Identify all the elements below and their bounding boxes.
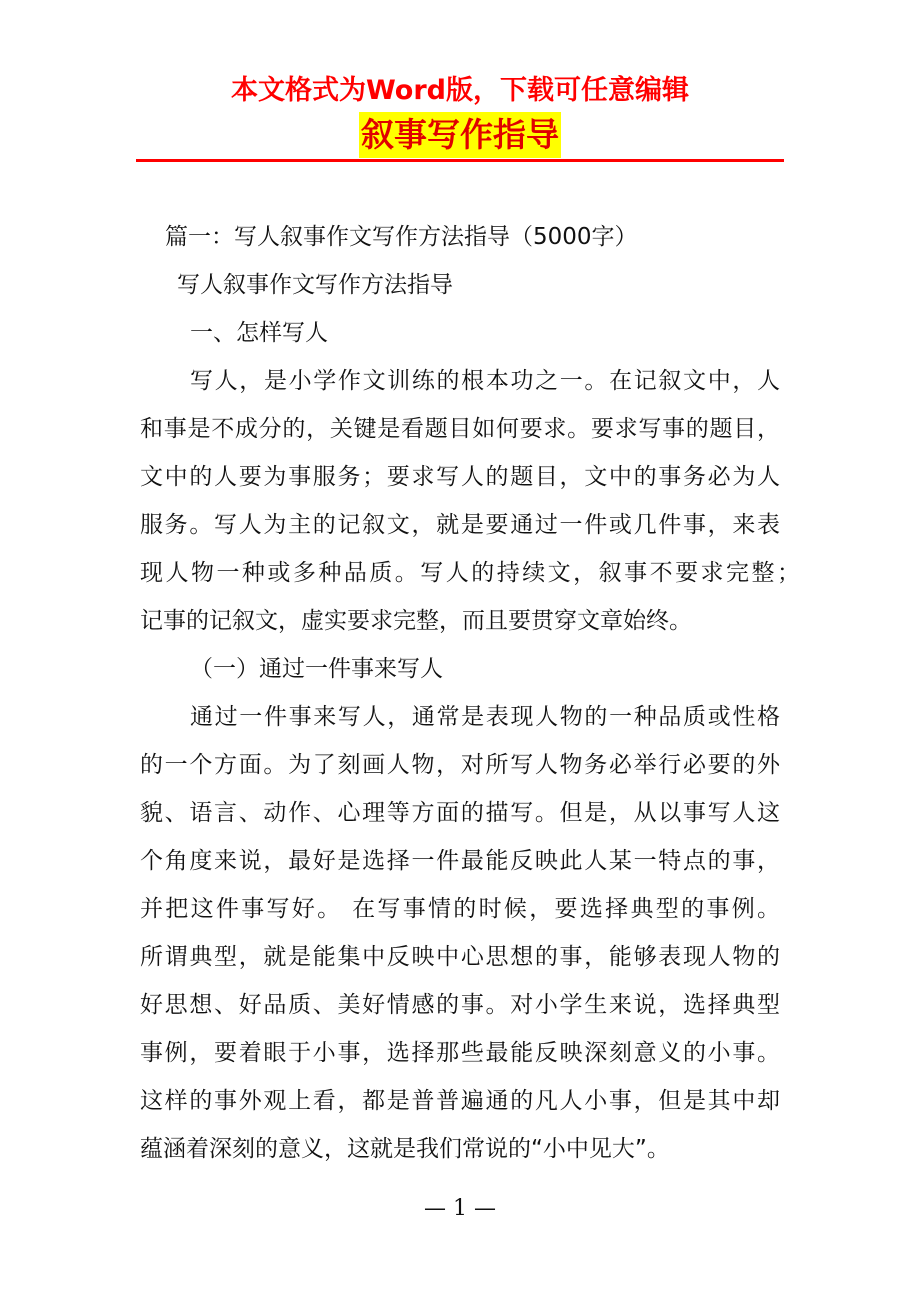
subsection-heading: （一）通过一件事来写人 bbox=[190, 656, 443, 682]
paragraph-line: 现人物一种或多种品质。写人的持续文，叙事不要求完整； bbox=[140, 560, 800, 586]
part-heading: 一、怎样写人 bbox=[190, 320, 328, 346]
paragraph-line: 服务。写人为主的记叙文，就是要通过一件或几件事，来表 bbox=[140, 512, 780, 538]
paragraph-line: 通过一件事来写人，通常是表现人物的一种品质或性格 bbox=[190, 704, 780, 730]
paragraph-line: 貌、语言、动作、心理等方面的描写。但是，从以事写人这 bbox=[140, 800, 780, 826]
paragraph-line: 并把这件事写好。 在写事情的时候，要选择典型的事例。 bbox=[140, 896, 780, 922]
word-format-banner: 本文格式为Word版，下载可任意编辑 bbox=[230, 75, 689, 106]
document-title: 叙事写作指导 bbox=[359, 112, 561, 158]
paragraph-line: 的一个方面。为了刻画人物，对所写人物务必举行必要的外 bbox=[140, 752, 780, 778]
document-title-wrap bbox=[0, 112, 920, 158]
paragraph-line: 好思想、好品质、美好情感的事。对小学生来说，选择典型 bbox=[140, 992, 780, 1018]
paragraph-line: 事例，要着眼于小事，选择那些最能反映深刻意义的小事。 bbox=[140, 1040, 780, 1066]
title-divider bbox=[136, 159, 784, 162]
paragraph-line: 所谓典型，就是能集中反映中心思想的事，能够表现人物的 bbox=[140, 944, 780, 970]
paragraph-line: 和事是不成分的，关键是看题目如何要求。要求写事的题目， bbox=[140, 416, 780, 442]
paragraph-line: 蕴涵着深刻的意义，这就是我们常说的“小中见大”。 bbox=[140, 1136, 670, 1162]
subheading: 写人叙事作文写作方法指导 bbox=[177, 272, 453, 298]
paragraph-line: 个角度来说，最好是选择一件最能反映此人某一特点的事， bbox=[140, 848, 780, 874]
page-number: — 1 — bbox=[424, 1196, 496, 1221]
paragraph-line: 这样的事外观上看，都是普普遍通的凡人小事，但是其中却 bbox=[140, 1088, 780, 1114]
paragraph-line: 写人，是小学作文训练的根本功之一。在记叙文中，人 bbox=[190, 368, 780, 394]
paragraph-line: 文中的人要为事服务；要求写人的题目，文中的事务必为人 bbox=[140, 464, 780, 490]
section-heading: 篇一：写人叙事作文写作方法指导（5000字） bbox=[165, 224, 638, 250]
paragraph-line: 记事的记叙文，虚实要求完整，而且要贯穿文章始终。 bbox=[140, 608, 692, 634]
